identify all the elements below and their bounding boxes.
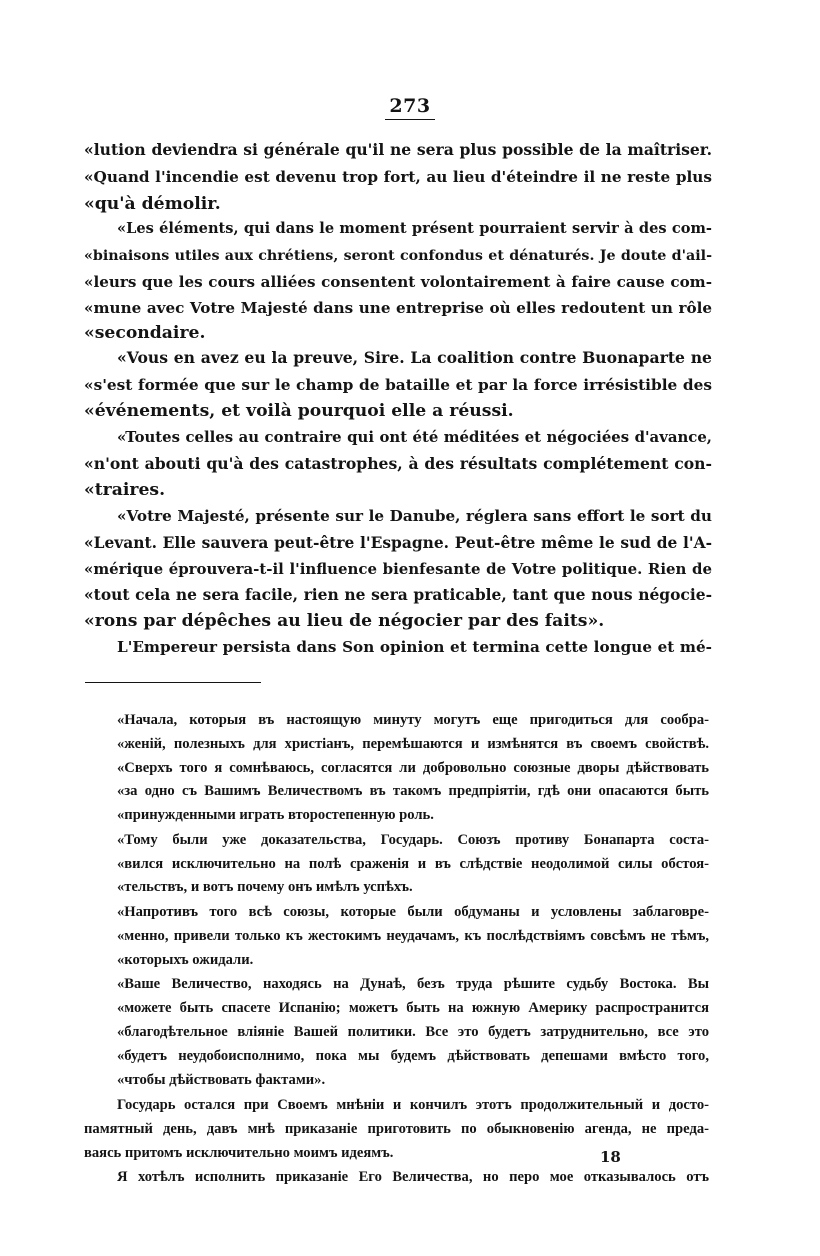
footnote-line: «чтобы дѣйствовать фактами». bbox=[117, 1072, 326, 1088]
footnote-line: «за одно съ Вашимъ Величествомъ въ такомъ предпріятіи, гдѣ они опасаются быть bbox=[117, 783, 709, 799]
text-line: «leurs que les cours alliées consentent volontairement à faire cause com- bbox=[84, 273, 712, 291]
footnote-line: ваясь притомъ исключительно моимъ идеямъ. bbox=[84, 1145, 394, 1161]
text-line: «Les éléments, qui dans le moment présent pourraient servir à des com- bbox=[117, 220, 712, 237]
text-line: «mérique éprouvera-t-il l'influence bienfesante de Votre politique. Rien de bbox=[84, 560, 712, 578]
text-line: «événements, et voilà pourquoi elle a réussi. bbox=[84, 401, 514, 421]
footnote-line: «Напротивъ того всѣ союзы, которые были обдуманы и условлены заблаговре- bbox=[117, 904, 709, 920]
footnote-line: Государь остался при Своемъ мнѣніи и кончилъ этотъ продолжительный и досто- bbox=[117, 1097, 709, 1113]
text-line: «Votre Majesté, présente sur le Danube, réglera sans effort le sort du bbox=[117, 507, 712, 525]
footnote-line: «Тому были уже доказательства, Государь. Союзъ противу Бонапарта соста- bbox=[117, 832, 709, 848]
footnote-line: «Начала, которыя въ настоящую минуту могутъ еще пригодиться для сообра- bbox=[117, 712, 709, 728]
text-line: «s'est formée que sur le champ de bataille et par la force irrésistible des bbox=[84, 376, 712, 394]
page-number bbox=[0, 95, 820, 120]
text-line: L'Empereur persista dans Son opinion et termina cette longue et mé- bbox=[117, 638, 712, 656]
footnote-line: «Ваше Величество, находясь на Дунаѣ, безъ труда рѣшите судьбу Востока. Вы bbox=[117, 976, 709, 992]
footnote-line: «менно, привели только къ жестокимъ неудачамъ, къ послѣдствіямъ совсѣмъ не тѣмъ, bbox=[117, 928, 709, 944]
footnote-line: «будетъ неудобоисполнимо, пока мы будемъ дѣйствовать депешами вмѣсто того, bbox=[117, 1048, 709, 1064]
footnote-line: «женій, полезныхъ для христіанъ, перемѣшаются и измѣнятся въ своемъ свойствѣ. bbox=[117, 736, 709, 752]
text-line: «tout cela ne sera facile, rien ne sera praticable, tant que nous négocie- bbox=[84, 585, 712, 604]
footnote-divider bbox=[85, 682, 261, 683]
text-line: «traires. bbox=[84, 480, 166, 500]
text-line: «Vous en avez eu la preuve, Sire. La coalition contre Buonaparte ne bbox=[117, 348, 712, 367]
footnote-line: «которыхъ ожидали. bbox=[117, 952, 254, 968]
footnote-line: «благодѣтельное вліяніе Вашей политики. Все это будетъ затруднительно, все это bbox=[117, 1024, 709, 1040]
text-line: «rons par dépêches au lieu de négocier par des faits». bbox=[84, 611, 605, 631]
footnote-line: «принужденными играть второстепенную роль. bbox=[117, 807, 434, 823]
text-line: «Toutes celles au contraire qui ont été méditées et négociées d'avance, bbox=[117, 428, 712, 446]
text-line: «binaisons utiles aux chrétiens, seront confondus et dénaturés. Je doute d'ail- bbox=[84, 248, 712, 264]
footnote-line: «вился исключительно на полѣ сраженія и въ слѣдствіе неодолимой силы обстоя- bbox=[117, 856, 709, 872]
footnote-line: «тельствъ, и вотъ почему онъ имѣлъ успѣхъ. bbox=[117, 879, 413, 895]
text-line: «Levant. Elle sauvera peut-être l'Espagne. Peut-être même le sud de l'A- bbox=[84, 534, 712, 552]
text-line: «Quand l'incendie est devenu trop fort, au lieu d'éteindre il ne reste plus bbox=[84, 168, 712, 186]
text-line: «mune avec Votre Majesté dans une entreprise où elles redoutent un rôle bbox=[84, 299, 712, 317]
text-line: «lution deviendra si générale qu'il ne sera plus possible de la maîtriser. bbox=[84, 140, 712, 159]
footnote-line: «можете быть спасете Испанію; можетъ быть на южную Америку распространится bbox=[117, 1000, 709, 1016]
footnote-line: «Сверхъ того я сомнѣваюсь, согласятся ли добровольно союзные дворы дѣйствовать bbox=[117, 760, 709, 776]
footnote-line: памятный день, давъ мнѣ приказаніе приготовить по обыкновенію агенда, не преда- bbox=[84, 1121, 709, 1137]
text-line: «secondaire. bbox=[84, 323, 206, 343]
signature-mark: 18 bbox=[600, 1148, 621, 1166]
text-line: «qu'à démolir. bbox=[84, 194, 221, 214]
text-line: «n'ont abouti qu'à des catastrophes, à des résultats complétement con- bbox=[84, 454, 712, 473]
footnote-line: Я хотѣлъ исполнить приказаніе Его Величества, но перо мое отказывалось отъ bbox=[117, 1169, 709, 1185]
page-number-text: 273 bbox=[385, 95, 434, 120]
